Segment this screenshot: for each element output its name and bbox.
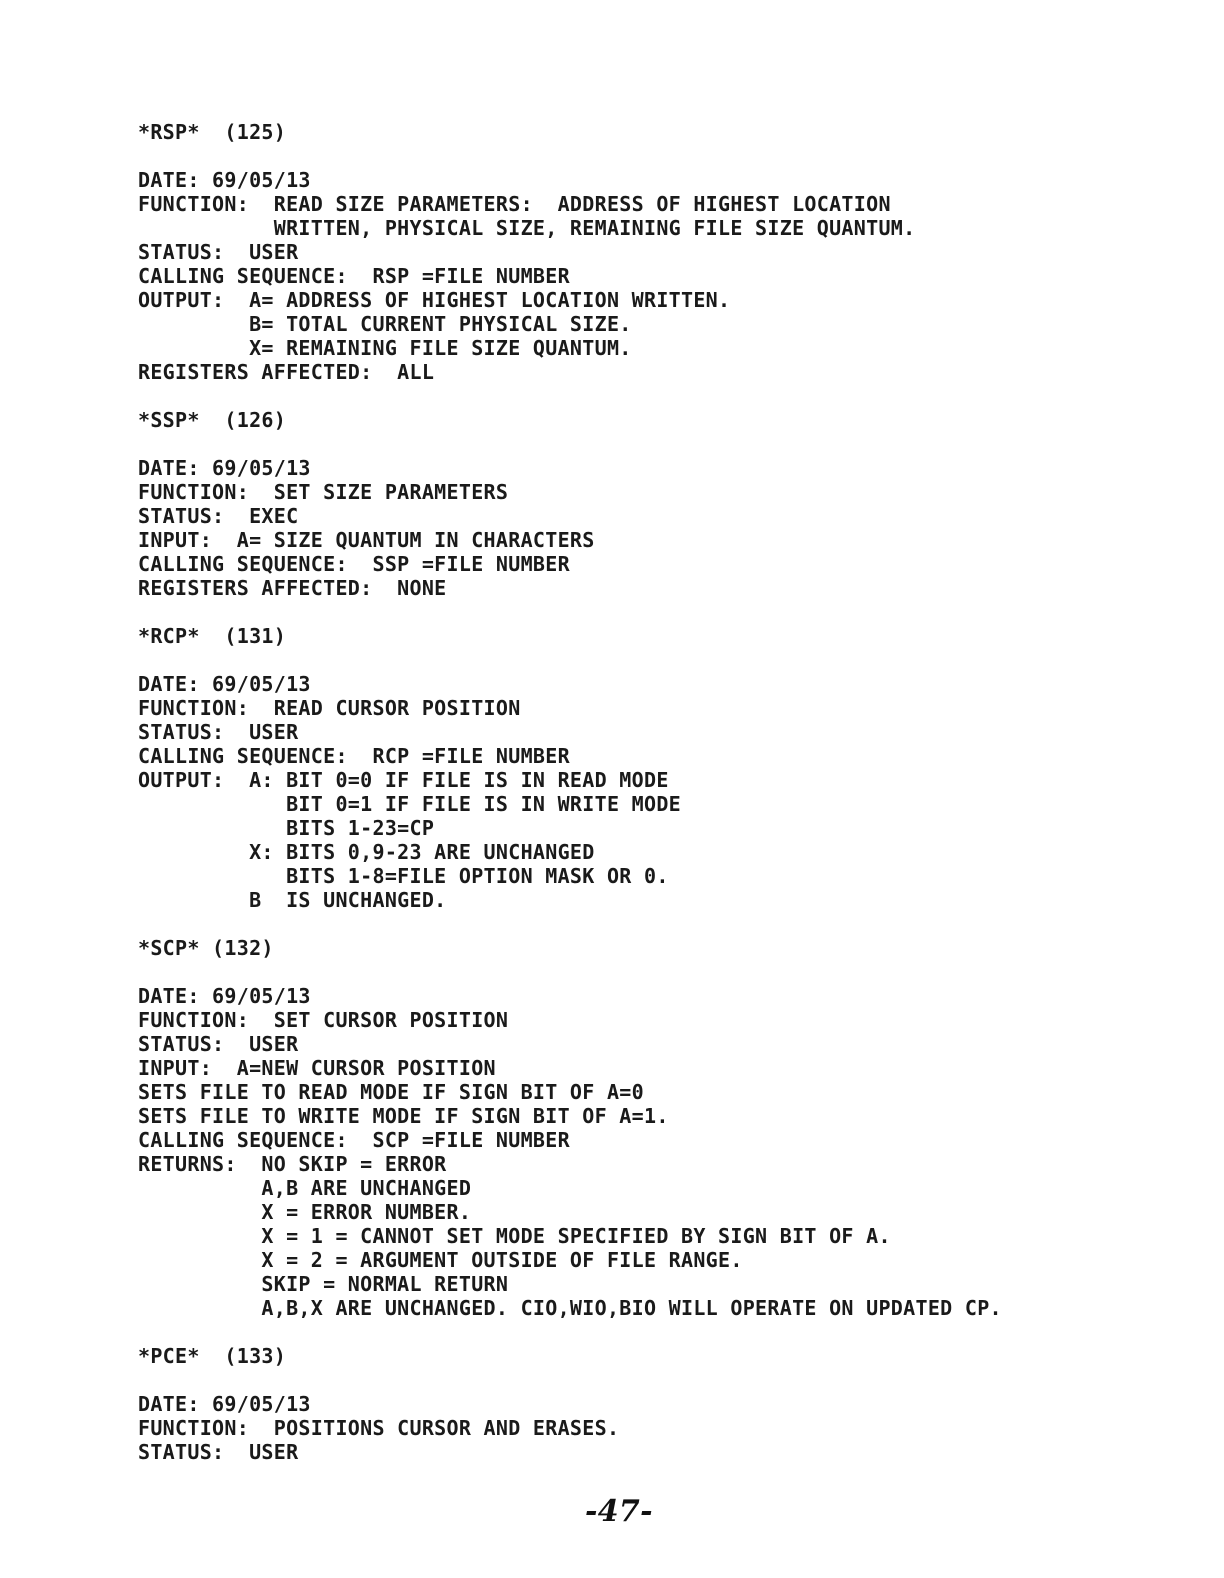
text-line: REGISTERS AFFECTED: NONE [138, 576, 447, 600]
text-line: CALLING SEQUENCE: SCP =FILE NUMBER [138, 1128, 570, 1152]
text-line: CALLING SEQUENCE: RSP =FILE NUMBER [138, 264, 570, 288]
text-line: DATE: 69/05/13 [138, 1392, 311, 1416]
text-line: DATE: 69/05/13 [138, 672, 311, 696]
text-line: DATE: 69/05/13 [138, 168, 311, 192]
section-header-rsp: *RSP* (125) [138, 120, 287, 144]
text-line: CALLING SEQUENCE: RCP =FILE NUMBER [138, 744, 570, 768]
text-line: STATUS: USER [138, 1440, 299, 1464]
text-line: BITS 1-23=CP [138, 816, 435, 840]
text-line: RETURNS: NO SKIP = ERROR [138, 1152, 447, 1176]
text-line: SKIP = NORMAL RETURN [138, 1272, 509, 1296]
text-line: BITS 1-8=FILE OPTION MASK OR 0. [138, 864, 669, 888]
text-line: DATE: 69/05/13 [138, 984, 311, 1008]
text-line: SETS FILE TO READ MODE IF SIGN BIT OF A=0 [138, 1080, 644, 1104]
text-line: CALLING SEQUENCE: SSP =FILE NUMBER [138, 552, 570, 576]
text-line: A,B,X ARE UNCHANGED. CIO,WIO,BIO WILL OPERATE ON UPDATED CP. [138, 1296, 1002, 1320]
text-line: FUNCTION: POSITIONS CURSOR AND ERASES. [138, 1416, 620, 1440]
text-line: B IS UNCHANGED. [138, 888, 447, 912]
text-line: B= TOTAL CURRENT PHYSICAL SIZE. [138, 312, 632, 336]
section-header-scp: *SCP* (132) [138, 936, 274, 960]
text-line: STATUS: USER [138, 1032, 299, 1056]
section-header-ssp: *SSP* (126) [138, 408, 287, 432]
text-line: WRITTEN, PHYSICAL SIZE, REMAINING FILE SIZE QUANTUM. [138, 216, 916, 240]
page-number: -47- [585, 1494, 653, 1529]
text-line: DATE: 69/05/13 [138, 456, 311, 480]
text-line: FUNCTION: READ SIZE PARAMETERS: ADDRESS OF HIGHEST LOCATION [138, 192, 891, 216]
text-line: STATUS: EXEC [138, 504, 299, 528]
text-line: X = ERROR NUMBER. [138, 1200, 472, 1224]
text-line: BIT 0=1 IF FILE IS IN WRITE MODE [138, 792, 682, 816]
text-line: FUNCTION: READ CURSOR POSITION [138, 696, 521, 720]
text-line: STATUS: USER [138, 240, 299, 264]
text-line: INPUT: A= SIZE QUANTUM IN CHARACTERS [138, 528, 595, 552]
text-line: INPUT: A=NEW CURSOR POSITION [138, 1056, 496, 1080]
text-line: X = 1 = CANNOT SET MODE SPECIFIED BY SIGN BIT OF A. [138, 1224, 891, 1248]
section-header-pce: *PCE* (133) [138, 1344, 287, 1368]
text-line: X = 2 = ARGUMENT OUTSIDE OF FILE RANGE. [138, 1248, 743, 1272]
text-line: FUNCTION: SET SIZE PARAMETERS [138, 480, 509, 504]
text-line: A,B ARE UNCHANGED [138, 1176, 472, 1200]
text-line: OUTPUT: A: BIT 0=0 IF FILE IS IN READ MODE [138, 768, 669, 792]
text-line: REGISTERS AFFECTED: ALL [138, 360, 435, 384]
text-line: OUTPUT: A= ADDRESS OF HIGHEST LOCATION WRITTEN. [138, 288, 731, 312]
section-header-rcp: *RCP* (131) [138, 624, 287, 648]
text-line: FUNCTION: SET CURSOR POSITION [138, 1008, 509, 1032]
text-line: SETS FILE TO WRITE MODE IF SIGN BIT OF A=1. [138, 1104, 669, 1128]
text-line: X= REMAINING FILE SIZE QUANTUM. [138, 336, 632, 360]
text-line: STATUS: USER [138, 720, 299, 744]
text-line: X: BITS 0,9-23 ARE UNCHANGED [138, 840, 595, 864]
